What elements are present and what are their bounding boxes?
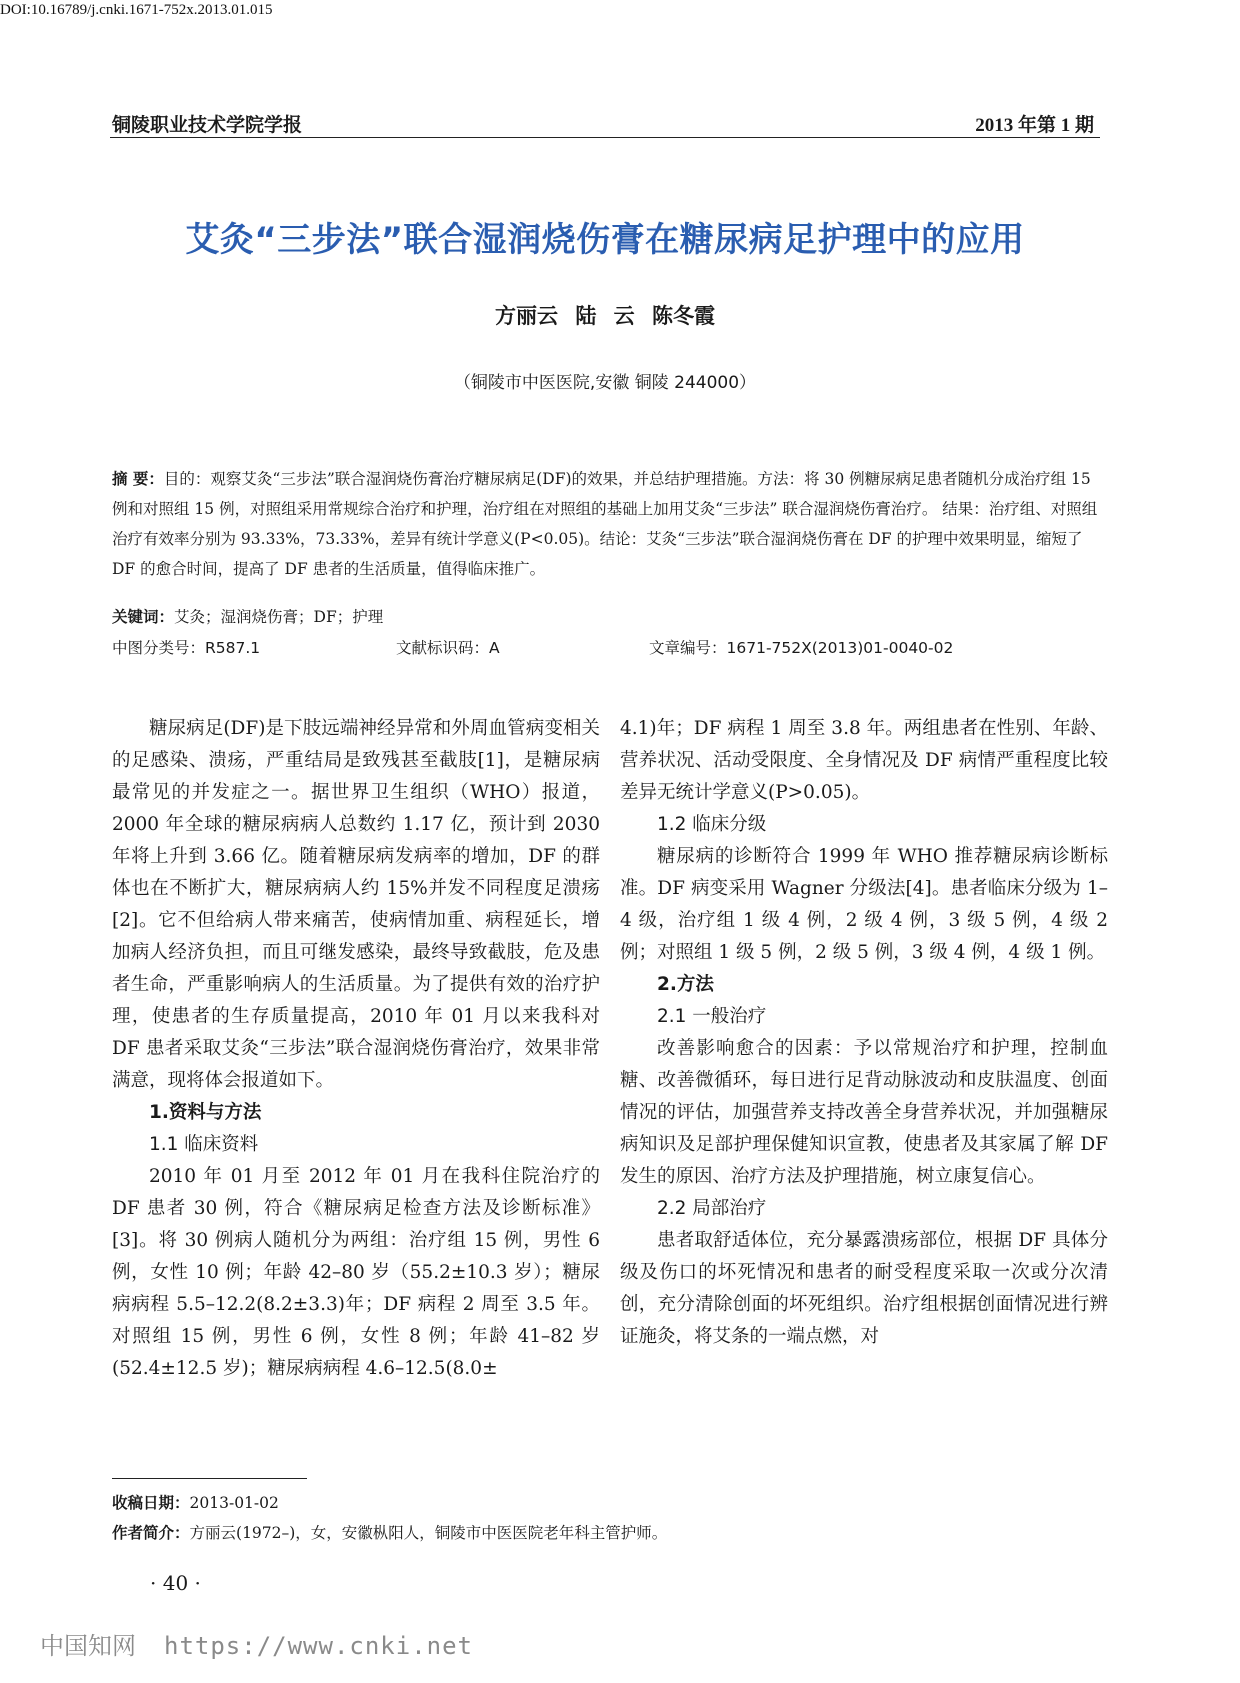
clc-number: 中图分类号：R587.1	[112, 639, 261, 657]
document-code: 文献标识码：A	[396, 639, 500, 657]
abstract	[112, 464, 1102, 584]
received-date	[112, 1491, 279, 1513]
section-heading-1: 1.资料与方法	[149, 1102, 262, 1123]
author-bio	[112, 1521, 667, 1543]
header-rule	[110, 137, 1100, 138]
authors: 方丽云 陆 云 陈冬霞	[495, 304, 715, 328]
cnki-watermark	[40, 1626, 473, 1661]
intro-paragraph: 糖尿病足(DF)是下肢远端神经异常和外周血管病变相关的足感染、溃疡，严重结局是致残甚至截肢[1]，是糖尿病最常见的并发症之一。据世界卫生组织（WHO）报道，2000 年全球的糖尿病病人总数约 1.17 亿，预计到 2030 年将上升到 3.66 亿。随着糖尿病发病率的增加，DF 的群体也在不断扩大，糖尿病病人约 15%并发不同程度足溃疡[2]。它不但给病人带来痛苦，使病情加重、病程延长，增加病人经济负担，而且可继发感染，最终导致截肢，危及患者生命，严重影响病人的生活质量。为了提供有效的治疗护理，使患者的生存质量提高，2010 年 01 月以来我科对 DF 患者采取艾灸“三步法”联合湿润烧伤膏治疗，效果非常满意，现将体会报道如下。	[112, 718, 600, 1091]
subsection-heading-1-2: 1.2 临床分级	[657, 814, 767, 835]
abstract-label: 摘 要：	[112, 470, 164, 488]
section-heading-2: 2.方法	[657, 974, 714, 995]
right-column	[620, 713, 1108, 1353]
abstract-text: 目的：观察艾灸“三步法”联合湿润烧伤膏治疗糖尿病足(DF)的效果，并总结护理措施。方法：将 30 例糖尿病足患者随机分成治疗组 15 例和对照组 15 例，对照组采用常规综合治疗和护理，治疗组在对照组的基础上加用艾灸“三步法” 联合湿润烧伤膏治疗。 结果：治疗组、对照组治疗有效率分别为 93.33%，73.33%，差异有统计学意义(P<0.05)。结论：艾灸“三步法”联合湿润烧伤膏在 DF 的护理中效果明显，缩短了 DF 的愈合时间，提高了 DF 患者的生活质量，值得临床推广。	[112, 470, 1098, 578]
grading-paragraph: 糖尿病的诊断符合 1999 年 WHO 推荐糖尿病诊断标准。DF 病变采用 Wagner 分级法[4]。患者临床分级为 1–4 级，治疗组 1 级 4 例，2 级 4 例，3 级 5 例，4 级 2 例；对照组 1 级 5 例，2 级 5 例，3 级 4 例，4 级 1 例。	[620, 846, 1108, 963]
subsection-heading-1-1: 1.1 临床资料	[149, 1134, 259, 1155]
keywords	[112, 605, 383, 627]
issue-label: 2013 年第 1 期	[975, 115, 1094, 136]
journal-name: 铜陵职业技术学院学报	[112, 114, 303, 136]
page-number: · 40 ·	[150, 1571, 201, 1595]
subsection-heading-2-1: 2.1 一般治疗	[657, 1006, 767, 1027]
received-value: 2013-01-02	[189, 1494, 279, 1512]
article-number: 文章编号：1671-752X(2013)01-0040-02	[649, 639, 954, 657]
author-bio-text: 方丽云(1972–)，女，安徽枞阳人，铜陵市中医医院老年科主管护师。	[189, 1524, 668, 1542]
watermark-url: https://www.cnki.net	[164, 1632, 473, 1660]
general-treatment-paragraph: 改善影响愈合的因素：予以常规治疗和护理，控制血糖、改善微循环，每日进行足背动脉波动和皮肤温度、创面情况的评估，加强营养支持改善全身营养状况，并加强糖尿病知识及足部护理保健知识宣教，使患者及其家属了解 DF 发生的原因、治疗方法及护理措施，树立康复信心。	[620, 1038, 1108, 1187]
affiliation: （铜陵市中医医院,安徽 铜陵 244000）	[453, 373, 757, 393]
received-label: 收稿日期：	[112, 1494, 190, 1512]
watermark-brand: 中国知网	[40, 1632, 136, 1660]
local-treatment-paragraph: 患者取舒适体位，充分暴露溃疡部位，根据 DF 具体分级及伤口的坏死情况和患者的耐受程度采取一次或分次清创，充分清除创面的坏死组织。治疗组根据创面情况进行辨证施灸，将艾条的一端点燃，对	[620, 1230, 1108, 1347]
continued-paragraph: 4.1)年；DF 病程 1 周至 3.8 年。两组患者在性别、年龄、营养状况、活动受限度、全身情况及 DF 病情严重程度比较差异无统计学意义(P>0.05)。	[620, 718, 1108, 803]
author-bio-label: 作者简介：	[112, 1524, 190, 1542]
keywords-label: 关键词：	[112, 608, 175, 626]
footnote-rule	[112, 1478, 307, 1479]
subsection-heading-2-2: 2.2 局部治疗	[657, 1198, 767, 1219]
left-column	[112, 713, 600, 1385]
clinical-data-paragraph: 2010 年 01 月至 2012 年 01 月在我科住院治疗的 DF 患者 30 例，符合《糖尿病足检查方法及诊断标准》[3]。将 30 例病人随机分为两组：治疗组 15 例，男性 6 例，女性 10 例；年龄 42–80 岁（55.2±10.3 岁）；糖尿病病程 5.5–12.2(8.2±3.3)年；DF 病程 2 周至 3.5 年。对照组 15 例，男性 6 例，女性 8 例；年龄 41–82 岁(52.4±12.5 岁)；糖尿病病程 4.6–12.5(8.0±	[112, 1166, 600, 1379]
article-title: 艾灸“三步法”联合湿润烧伤膏在糖尿病足护理中的应用	[185, 220, 1025, 260]
keywords-text: 艾灸；湿润烧伤膏；DF；护理	[174, 608, 384, 626]
doi-line: DOI:10.16789/j.cnki.1671-752x.2013.01.015	[0, 2, 273, 18]
